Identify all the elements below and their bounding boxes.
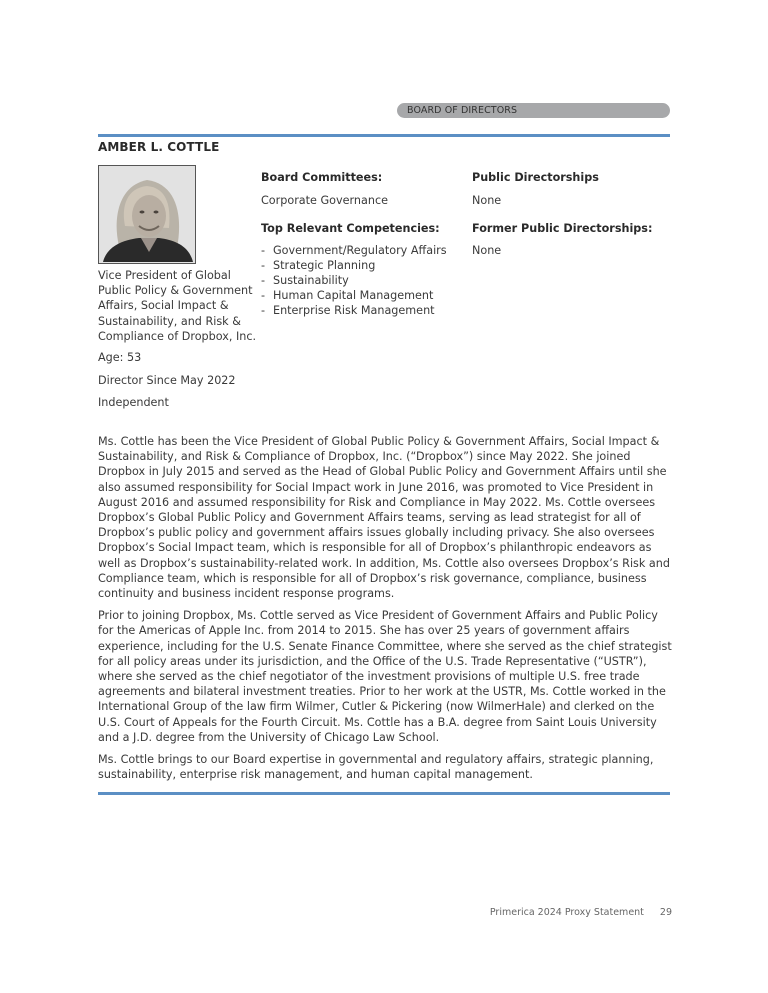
bio-paragraph: Ms. Cottle has been the Vice President of Global Public Policy & Government Affairs, Social Impact & Sustainability, and Risk & Compliance of Dropbox, Inc. (“Dropbox”) since May 2022. She joined Dropbox in July 2015 and served as the Head of Global Public Policy and Government Affairs until she also assumed responsibility for Social Impact work in June 2016, was promoted to Vice President in August 2016 and assumed responsibility for Risk and Compliance in May 2022. Ms. Cottle oversees Dropbox’s Global Public Policy and Government Affairs teams, serving as lead strategist for all of Dropbox’s public policy and government affairs issues globally including privacy. She also oversees Dropbox’s Social Impact team, which is responsible for all of Dropbox’s philanthropic endeavors as well as Dropbox’s sustainability-related work. In addition, Ms. Cottle also oversees Dropbox’s Risk and Compliance team, which is responsible for all of Dropbox’s risk governance, compliance, business continuity and business incident response programs. <box>98 435 670 601</box>
director-photo <box>98 165 196 264</box>
competency-item: - Government/Regulatory Affairs <box>261 244 447 257</box>
competency-item: - Human Capital Management <box>261 289 434 302</box>
competencies-heading: Top Relevant Competencies: <box>261 221 440 235</box>
director-bio <box>98 434 672 789</box>
publication-title: Primerica 2024 Proxy Statement <box>489 907 644 918</box>
bio-paragraph: Prior to joining Dropbox, Ms. Cottle served as Vice President of Government Affairs and Public Policy for the Americas of Apple Inc. from 2014 to 2015. She has over 25 years of government affairs experience, including for the U.S. Senate Finance Committee, where she served as the chief strategist for all policy areas under its jurisdiction, and the Office of the U.S. Trade Representative (“USTR”), where she served as the chief negotiator of the investment provisions of multiple U.S. free trade agreements and bilateral investment treaties. Prior to her work at the USTR, Ms. Cottle worked in the International Group of the law firm Wilmer, Cutler & Pickering (now WilmerHale) and clerked on the U.S. Court of Appeals for the Fourth Circuit. Ms. Cottle has a B.A. degree from Saint Louis University and a J.D. degree from the University of Chicago Law School. <box>98 609 672 744</box>
page-number: 29 <box>659 907 672 918</box>
public-directorships-value: None <box>472 193 502 207</box>
committees-value: Corporate Governance <box>261 193 388 207</box>
director-name: AMBER L. COTTLE <box>98 140 220 154</box>
page-footer <box>480 907 672 918</box>
director-status: Independent <box>98 396 169 410</box>
committees-heading: Board Committees: <box>261 171 383 184</box>
former-directorships-heading: Former Public Directorships: <box>472 221 653 235</box>
portrait-photo-icon <box>99 166 195 262</box>
top-divider <box>98 134 670 137</box>
bottom-divider <box>98 792 670 795</box>
section-tab: BOARD OF DIRECTORS <box>397 103 670 118</box>
committees-competencies-column <box>261 170 466 318</box>
director-age: Age: 53 <box>98 351 142 365</box>
directorships-column <box>472 170 672 258</box>
competency-item: - Sustainability <box>261 274 349 287</box>
director-title: Vice President of Global Public Policy & Government Affairs, Social Impact & Sustainability, and Risk & Compliance of Dropbox, Inc. <box>98 269 257 343</box>
director-since: Director Since May 2022 <box>98 373 236 387</box>
former-directorships-value: None <box>472 244 502 257</box>
competencies-list <box>261 243 466 318</box>
director-info <box>98 268 258 418</box>
bio-paragraph: Ms. Cottle brings to our Board expertise in governmental and regulatory affairs, strategic planning, sustainability, enterprise risk management, and human capital management. <box>98 753 654 782</box>
competency-item: - Enterprise Risk Management <box>261 304 435 317</box>
public-directorships-heading: Public Directorships <box>472 171 599 184</box>
competency-item: - Strategic Planning <box>261 259 376 272</box>
